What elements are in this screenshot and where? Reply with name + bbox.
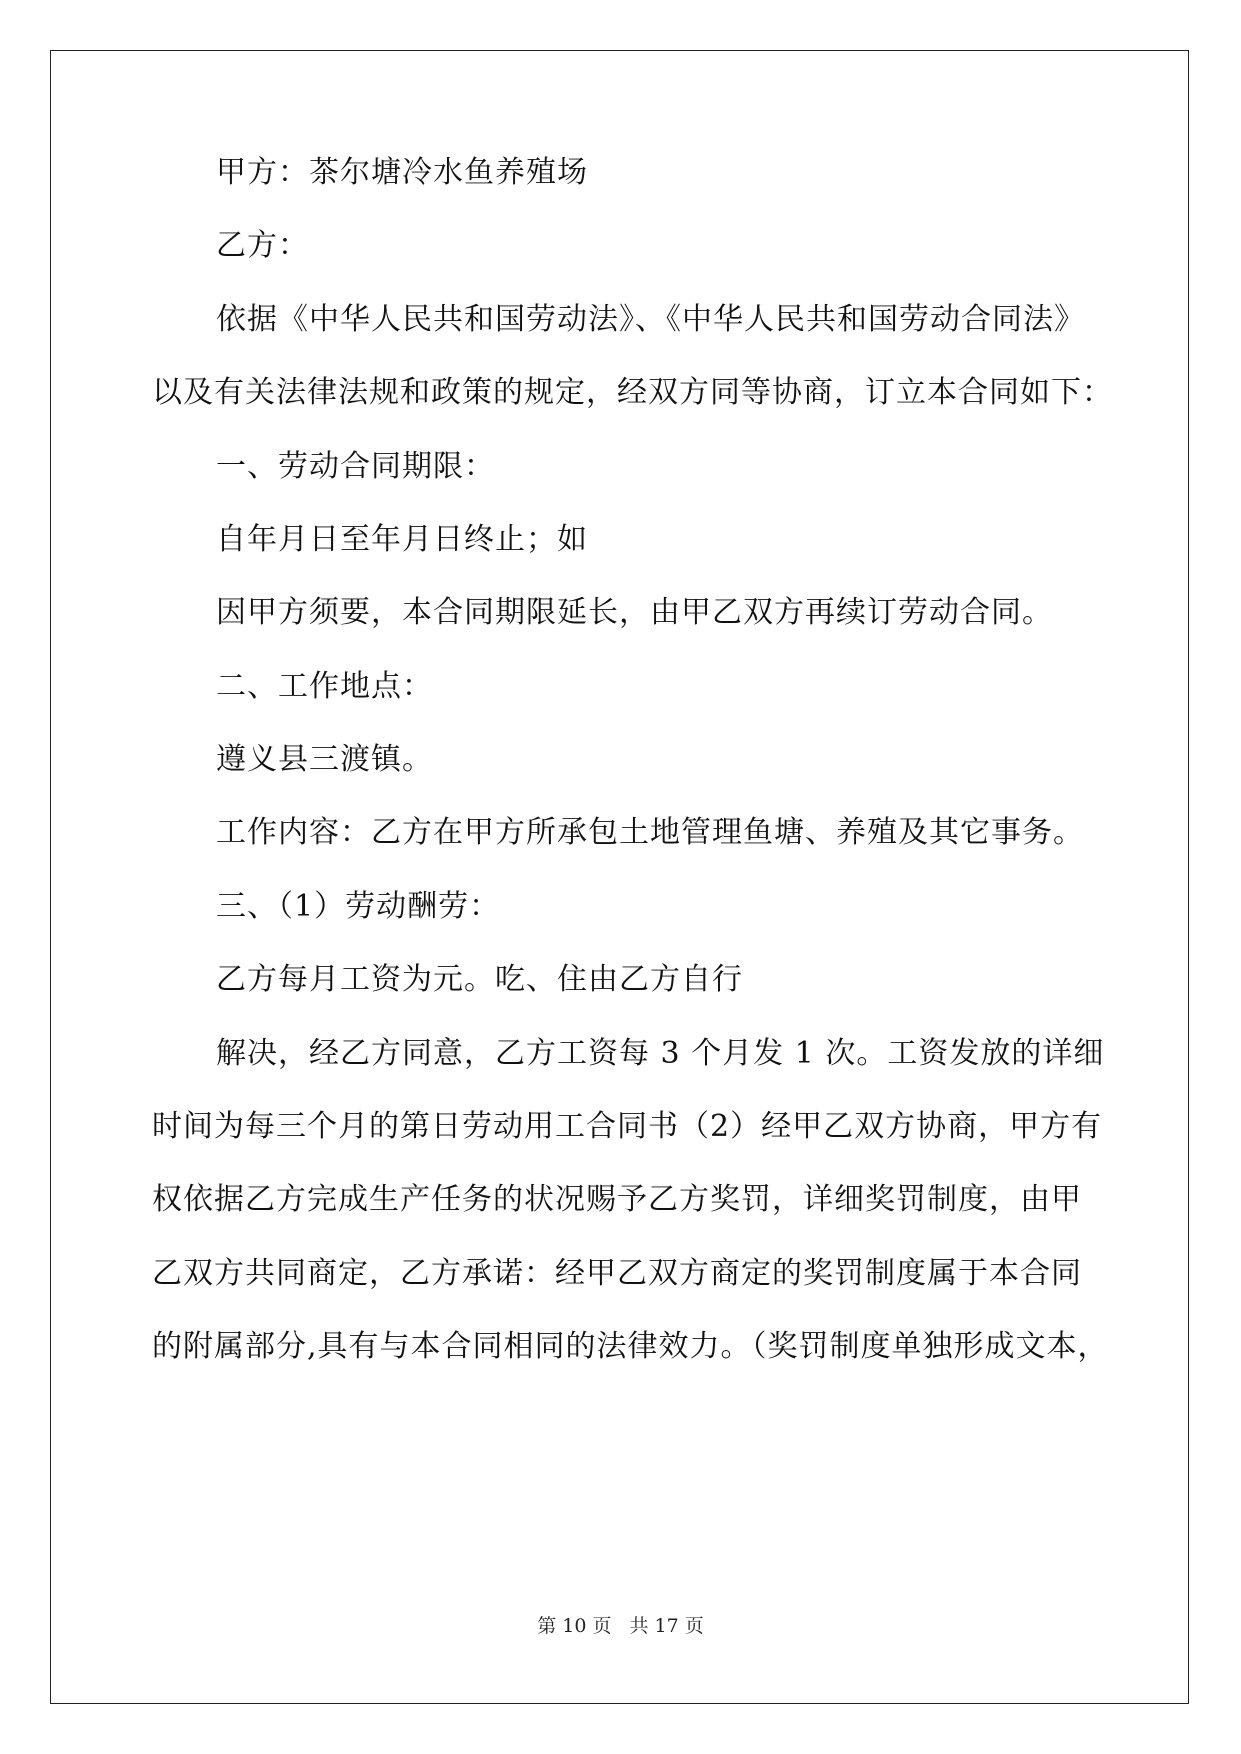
party-a-line: 甲方：茶尔塘冷水鱼养殖场 <box>216 155 588 190</box>
salary-detail-line-5: 的附属部分,具有与本合同相同的法律效力。（奖罚制度单独形成文本， <box>152 1329 1109 1364</box>
party-b-line: 乙方： <box>216 228 309 263</box>
work-location-line: 遵义县三渡镇。 <box>216 742 433 777</box>
preamble-line-1: 依据《中华人民共和国劳动法》、《中华人民共和国劳动合同法》 <box>216 302 1085 337</box>
page-footer <box>0 1614 1241 1638</box>
section-3-heading: 三、（1）劳动酬劳： <box>216 889 501 924</box>
work-content-line: 工作内容：乙方在甲方所承包土地管理鱼塘、养殖及其它事务。 <box>216 815 1084 850</box>
salary-detail-line-3: 权依据乙方完成生产任务的状况赐予乙方奖罚，详细奖罚制度，由甲 <box>152 1182 1082 1217</box>
section-1-heading: 一、劳动合同期限： <box>216 449 495 484</box>
page-border <box>50 50 1189 1704</box>
contract-extension-line: 因甲方须要，本合同期限延长，由甲乙双方再续订劳动合同。 <box>216 595 1053 630</box>
section-2-heading: 二、工作地点： <box>216 669 433 704</box>
salary-detail-line-1: 解决，经乙方同意，乙方工资每 3 个月发 1 次。工资发放的详细 <box>216 1036 1105 1071</box>
page-number-current: 第 10 页 <box>537 1615 612 1637</box>
preamble-line-2: 以及有关法律法规和政策的规定，经双方同等协商，订立本合同如下： <box>152 375 1113 410</box>
page-number-total: 共 17 页 <box>629 1615 704 1637</box>
salary-detail-line-2: 时间为每三个月的第日劳动用工合同书（2）经甲乙双方协商，甲方有 <box>152 1109 1103 1144</box>
contract-term-line: 自年月日至年月日终止；如 <box>216 522 588 557</box>
salary-detail-line-4: 乙双方共同商定，乙方承诺：经甲乙双方商定的奖罚制度属于本合同 <box>152 1256 1082 1291</box>
salary-line: 乙方每月工资为元。吃、住由乙方自行 <box>216 962 743 997</box>
